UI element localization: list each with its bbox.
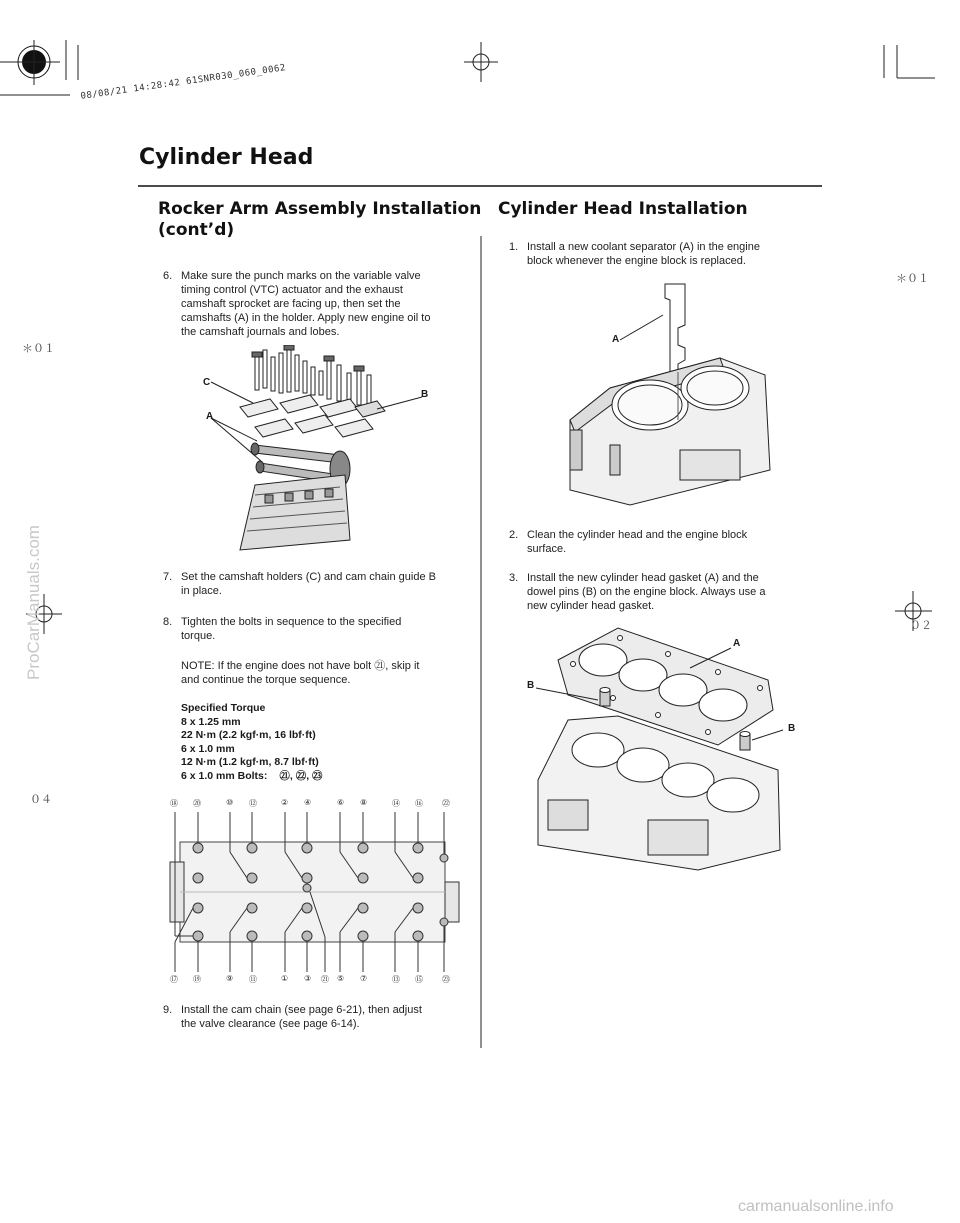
bolt-sequence-top-row [166, 798, 466, 812]
bolt-num: ⑬ [392, 975, 400, 984]
step-6: 6. Make sure the punch marks on the variable valve timing control (VTC) actuator and the exhaust camshaft sprocket are facing up, then set the camshafts (A) in the holder. Apply new engine oil to the camshaft journals and lobes. [163, 270, 431, 338]
bolt-num: ⑥ [337, 798, 345, 807]
specified-torque-block: Specified Torque 8 x 1.25 mm 22 N·m (2.2 kgf·m, 16 lbf·ft) 6 x 1.0 mm 12 N·m (1.2 kgf·m, 8.7 lbf·ft) 6 x 1.0 mm Bolts: ㉑, ㉒, ㉓ [181, 702, 323, 782]
coolant-separator-figure [550, 280, 790, 510]
bolt-num: ⑭ [392, 799, 400, 808]
fig1-label-a: A [206, 411, 214, 422]
bolt-num: ⑲ [193, 975, 201, 984]
head-gasket-figure [528, 620, 808, 875]
bolt-num: ㉒ [442, 799, 450, 808]
bolt-num: ⑤ [337, 974, 345, 983]
section-heading-cylinder-head: Cylinder Head Installation [498, 199, 748, 219]
fig1-label-b: B [421, 389, 429, 400]
fig4-label-b-right: B [788, 723, 796, 734]
step-3: 3. Install the new cylinder head gasket (A) and the dowel pins (B) on the engine block. Always use a new cylinder head gasket. [509, 572, 766, 612]
fig3-label-a: A [612, 334, 620, 345]
note-bolt-21: NOTE: If the engine does not have bolt ㉑, skip it and continue the torque sequence. [181, 660, 420, 686]
bolt-num: ㉓ [442, 975, 450, 984]
torque-bolt-numbers: ㉑, ㉒, ㉓ [279, 769, 323, 782]
margin-id-right-1: ＊０１ [896, 272, 929, 285]
fig4-label-a: A [733, 638, 741, 649]
step-9: 9. Install the cam chain (see page 6-21), then adjust the valve clearance (see page 6-14). [163, 1004, 422, 1030]
bolt-num: ⑦ [360, 974, 368, 983]
bolt-num: ⑰ [170, 975, 178, 984]
camshaft-exploded-figure [195, 345, 445, 555]
bolt-num: ⑨ [226, 974, 234, 983]
page-title: Cylinder Head [139, 145, 314, 170]
fig4-label-b-left: B [527, 680, 535, 691]
margin-id-left-1: ＊０１ [22, 342, 55, 355]
print-timestamp: 08/08/21 14:28:42 61SNR030_060_0062 [80, 63, 287, 102]
margin-id-right-2: ０２ [910, 619, 932, 632]
step-7: 7. Set the camshaft holders (C) and cam chain guide B in place. [163, 571, 436, 597]
bolt-num: ④ [304, 798, 312, 807]
footer-watermark: carmanualsonline.info [738, 1198, 894, 1215]
side-watermark: ProCarManuals.com [24, 525, 43, 680]
margin-id-left-2: ０４ [30, 793, 52, 806]
bolt-num: ⑳ [193, 799, 201, 808]
bolt-num: ㉑ [321, 975, 329, 984]
bolt-num: ⑫ [249, 799, 257, 808]
bolt-num: ⑯ [415, 799, 423, 808]
bolt-num: ② [281, 798, 289, 807]
bolt-num: ① [281, 974, 289, 983]
step-8: 8. Tighten the bolts in sequence to the specified torque. [163, 616, 402, 642]
bolt-num: ③ [304, 974, 312, 983]
step-2: 2. Clean the cylinder head and the engine block surface. [509, 529, 748, 555]
bolt-num: ⑩ [226, 798, 234, 807]
bolt-sequence-figure [160, 812, 465, 972]
bolt-sequence-bottom-row [166, 974, 466, 988]
section-heading-rocker-arm: Rocker Arm Assembly Installation (cont’d) [158, 199, 482, 240]
fig1-label-c: C [203, 377, 211, 388]
bolt-num: ⑱ [170, 799, 178, 808]
bolt-num: ⑪ [249, 975, 257, 984]
step-1: 1. Install a new coolant separator (A) in the engine block whenever the engine block is replaced. [509, 241, 760, 267]
bolt-num: ⑮ [415, 975, 423, 984]
bolt-num: ⑧ [360, 798, 368, 807]
